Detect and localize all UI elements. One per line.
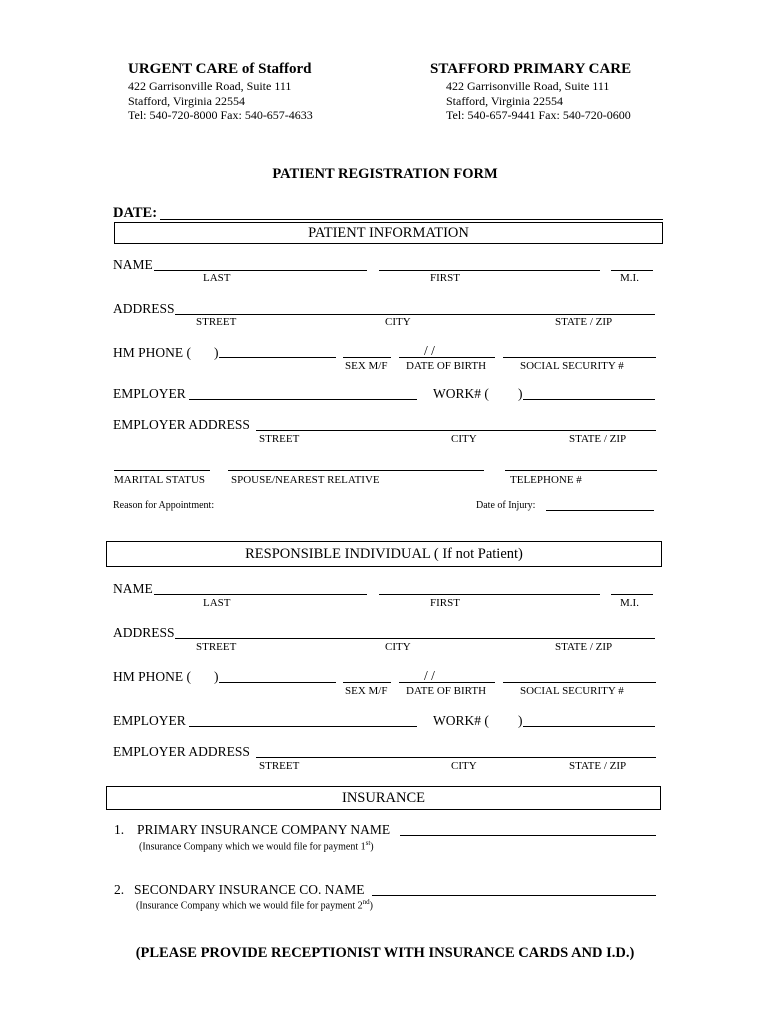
patient-employer-label: EMPLOYER xyxy=(113,386,186,401)
resp-work-paren: ) xyxy=(518,713,523,728)
patient-ssn-caption: SOCIAL SECURITY # xyxy=(520,360,624,372)
patient-information-header xyxy=(114,222,663,244)
resp-name-label: NAME xyxy=(113,581,153,596)
secondary-insurance-field[interactable] xyxy=(372,895,656,896)
responsible-individual-title: RESPONSIBLE INDIVIDUAL ( If not Patient) xyxy=(245,545,523,562)
insurance-header xyxy=(106,786,661,810)
date-of-injury-label: Date of Injury: xyxy=(476,500,536,511)
date-of-injury-field[interactable] xyxy=(546,510,654,511)
date-field[interactable] xyxy=(160,219,663,220)
patient-address-field[interactable] xyxy=(175,314,655,315)
patient-emp-state-zip-caption: STATE / ZIP xyxy=(569,433,627,445)
patient-dob-slashes: / / xyxy=(424,343,435,358)
secondary-insurance-note: (Insurance Company which we would file for payment 2nd) xyxy=(136,898,373,912)
responsible-individual-header xyxy=(106,541,662,567)
resp-ssn-caption: SOCIAL SECURITY # xyxy=(520,685,624,697)
resp-last-name-field[interactable] xyxy=(154,594,367,595)
patient-employer-field[interactable] xyxy=(189,399,417,400)
patient-emp-city-caption: CITY xyxy=(451,433,477,445)
urgent-care-address1: 422 Garrisonville Road, Suite 111 xyxy=(128,79,292,93)
patient-hm-phone-label: HM PHONE ( xyxy=(113,345,192,360)
primary-insurance-number: 1. xyxy=(114,822,125,837)
patient-first-name-field[interactable] xyxy=(379,270,600,271)
patient-dob-field[interactable] xyxy=(399,357,495,358)
resp-employer-address-label: EMPLOYER ADDRESS xyxy=(113,744,250,759)
form-title: PATIENT REGISTRATION FORM xyxy=(272,166,498,182)
patient-hm-phone-field[interactable] xyxy=(219,357,336,358)
patient-ssn-field[interactable] xyxy=(503,357,656,358)
resp-state-zip-caption: STATE / ZIP xyxy=(555,641,613,653)
patient-sex-field[interactable] xyxy=(343,357,391,358)
resp-dob-caption: DATE OF BIRTH xyxy=(406,685,487,697)
resp-ssn-field[interactable] xyxy=(503,682,656,683)
reason-for-appointment-label: Reason for Appointment: xyxy=(113,500,215,511)
marital-status-caption: MARITAL STATUS xyxy=(114,474,206,486)
patient-hm-phone-paren: ) xyxy=(214,345,219,360)
urgent-care-name: URGENT CARE of Stafford xyxy=(128,61,312,77)
patient-emp-street-caption: STREET xyxy=(259,433,300,445)
spouse-relative-caption: SPOUSE/NEAREST RELATIVE xyxy=(231,474,380,486)
resp-first-caption: FIRST xyxy=(430,597,460,609)
resp-emp-state-zip-caption: STATE / ZIP xyxy=(569,760,627,772)
resp-mi-caption: M.I. xyxy=(620,597,639,609)
spouse-relative-field[interactable] xyxy=(228,470,484,471)
patient-last-caption: LAST xyxy=(203,272,231,284)
resp-work-label: WORK# ( xyxy=(433,713,489,728)
resp-employer-address-field[interactable] xyxy=(256,757,656,758)
resp-first-name-field[interactable] xyxy=(379,594,600,595)
resp-work-phone-field[interactable] xyxy=(523,726,655,727)
patient-employer-address-field[interactable] xyxy=(256,430,656,431)
patient-address-label: ADDRESS xyxy=(113,301,175,316)
primary-care-name: STAFFORD PRIMARY CARE xyxy=(430,61,632,77)
resp-last-caption: LAST xyxy=(203,597,231,609)
patient-mi-caption: M.I. xyxy=(620,272,639,284)
primary-insurance-label: PRIMARY INSURANCE COMPANY NAME xyxy=(137,822,391,837)
footer-note: (PLEASE PROVIDE RECEPTIONIST WITH INSURANCE CARDS AND I.D.) xyxy=(135,945,635,961)
patient-dob-caption: DATE OF BIRTH xyxy=(406,360,487,372)
resp-sex-field[interactable] xyxy=(343,682,391,683)
patient-sex-caption: SEX M/F xyxy=(345,360,388,372)
patient-mi-field[interactable] xyxy=(611,270,653,271)
resp-hm-phone-paren: ) xyxy=(214,669,219,684)
marital-status-field[interactable] xyxy=(114,470,210,471)
secondary-insurance-number: 2. xyxy=(114,882,125,897)
patient-state-zip-caption: STATE / ZIP xyxy=(555,316,613,328)
resp-dob-field[interactable] xyxy=(399,682,495,683)
resp-city-caption: CITY xyxy=(385,641,411,653)
resp-address-label: ADDRESS xyxy=(113,625,175,640)
patient-city-caption: CITY xyxy=(385,316,411,328)
resp-street-caption: STREET xyxy=(196,641,237,653)
secondary-insurance-label: SECONDARY INSURANCE CO. NAME xyxy=(134,882,365,897)
patient-work-phone-field[interactable] xyxy=(523,399,655,400)
patient-work-label: WORK# ( xyxy=(433,386,489,401)
primary-care-phone: Tel: 540-657-9441 Fax: 540-720-0600 xyxy=(446,108,631,122)
primary-care-address1: 422 Garrisonville Road, Suite 111 xyxy=(446,79,610,93)
insurance-title: INSURANCE xyxy=(342,789,425,806)
resp-hm-phone-field[interactable] xyxy=(219,682,336,683)
date-label: DATE: xyxy=(113,205,158,221)
resp-sex-caption: SEX M/F xyxy=(345,685,388,697)
relative-telephone-caption: TELEPHONE # xyxy=(510,474,582,486)
resp-address-field[interactable] xyxy=(175,638,655,639)
patient-work-paren: ) xyxy=(518,386,523,401)
patient-last-name-field[interactable] xyxy=(154,270,367,271)
patient-street-caption: STREET xyxy=(196,316,237,328)
resp-emp-city-caption: CITY xyxy=(451,760,477,772)
relative-telephone-field[interactable] xyxy=(505,470,657,471)
resp-emp-street-caption: STREET xyxy=(259,760,300,772)
resp-employer-field[interactable] xyxy=(189,726,417,727)
resp-employer-label: EMPLOYER xyxy=(113,713,186,728)
patient-employer-address-label: EMPLOYER ADDRESS xyxy=(113,417,250,432)
urgent-care-address2: Stafford, Virginia 22554 xyxy=(128,94,245,108)
primary-insurance-field[interactable] xyxy=(400,835,656,836)
primary-insurance-note: (Insurance Company which we would file for payment 1st) xyxy=(139,839,374,853)
patient-information-title: PATIENT INFORMATION xyxy=(308,224,469,241)
patient-first-caption: FIRST xyxy=(430,272,460,284)
patient-name-label: NAME xyxy=(113,257,153,272)
resp-dob-slashes: / / xyxy=(424,668,435,683)
primary-care-address2: Stafford, Virginia 22554 xyxy=(446,94,563,108)
urgent-care-phone: Tel: 540-720-8000 Fax: 540-657-4633 xyxy=(128,108,313,122)
resp-hm-phone-label: HM PHONE ( xyxy=(113,669,192,684)
resp-mi-field[interactable] xyxy=(611,594,653,595)
